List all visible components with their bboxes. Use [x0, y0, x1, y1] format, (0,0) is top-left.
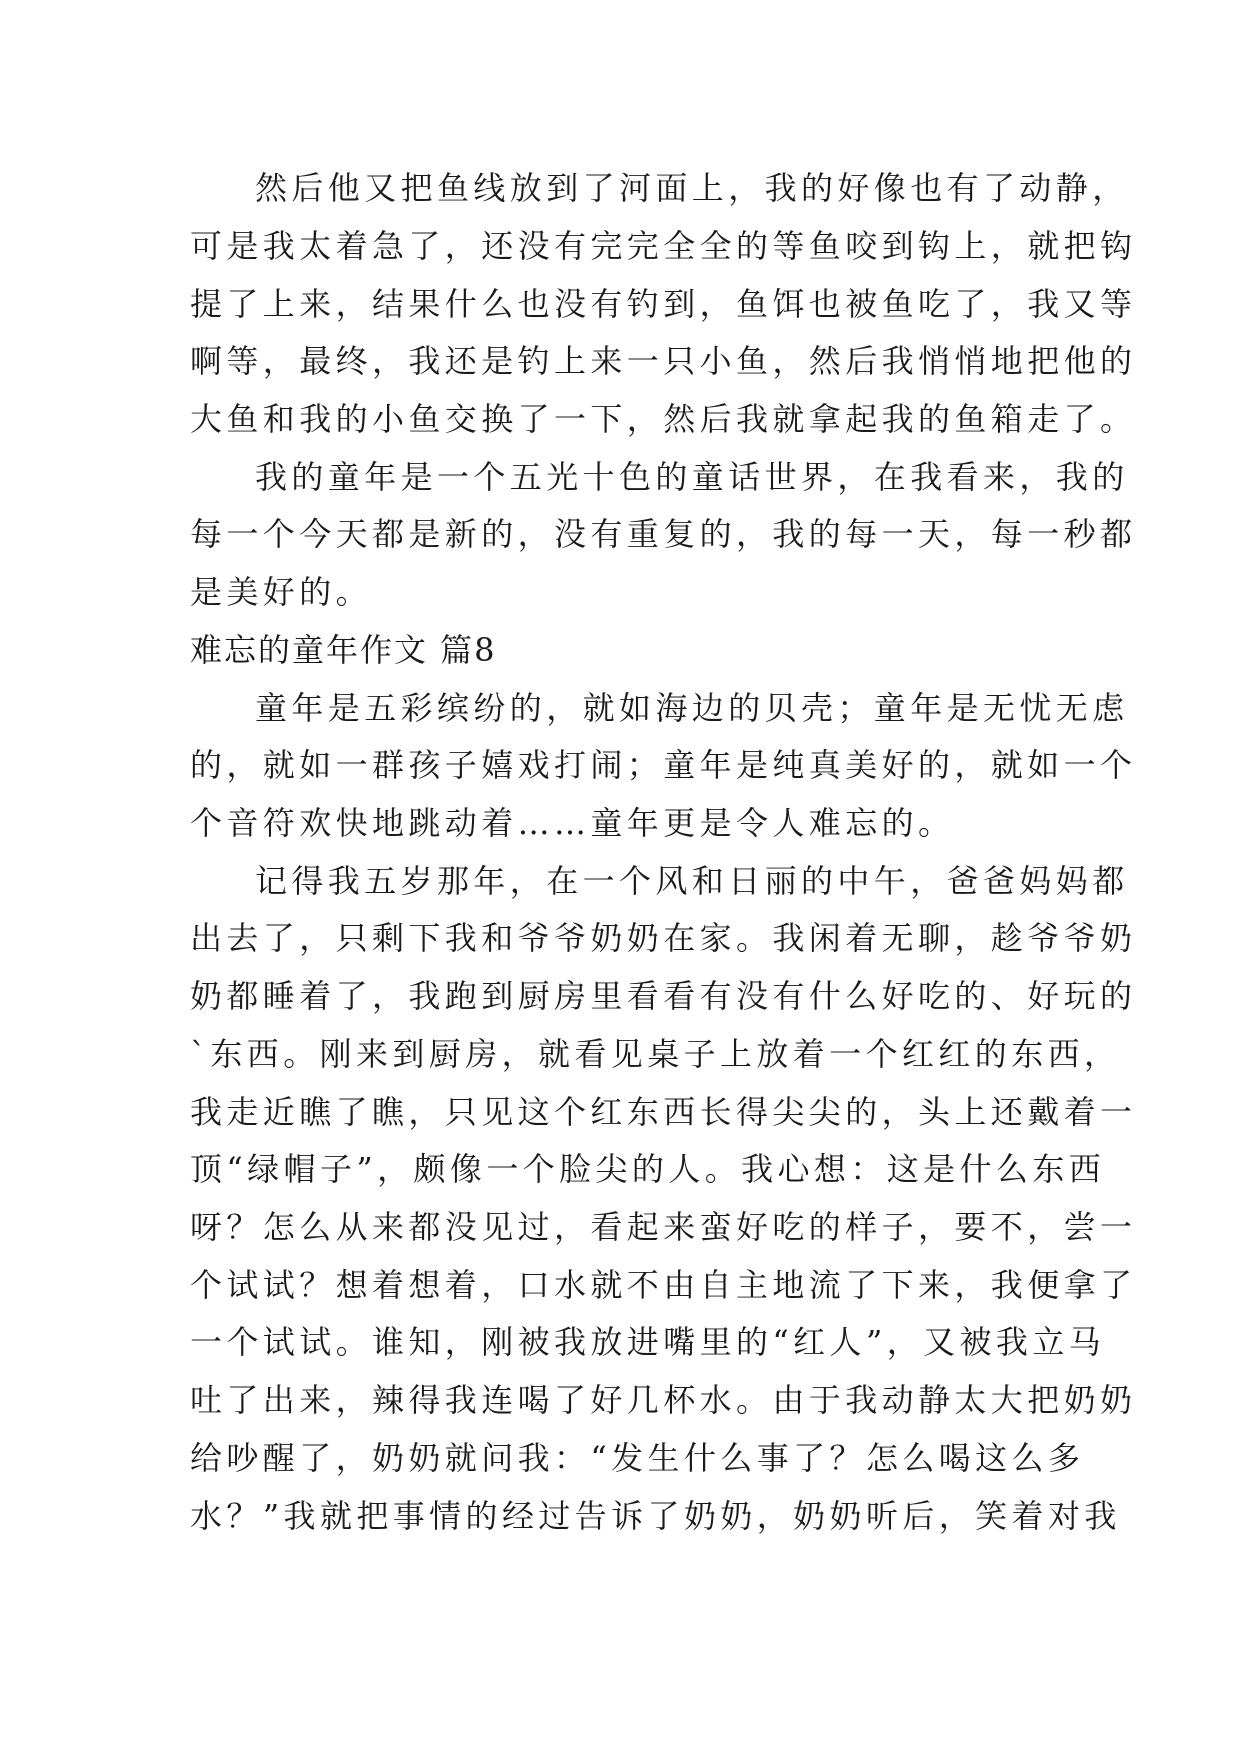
paragraph-line: 奶都睡着了，我跑到厨房里看看有没有什么好吃的、好玩的 [190, 977, 1137, 1015]
paragraph-line: 是美好的。 [190, 573, 373, 611]
paragraph-line: 然后他又把鱼线放到了河面上，我的好像也有了动静， [255, 169, 1129, 207]
paragraph-line: 出去了，只剩下我和爷爷奶奶在家。我闲着无聊，趁爷爷奶 [190, 919, 1137, 957]
paragraph-line: 呀？怎么从来都没见过，看起来蛮好吃的样子，要不，尝一 [190, 1208, 1137, 1246]
paragraph-line: 大鱼和我的小鱼交换了一下，然后我就拿起我的鱼箱走了。 [190, 400, 1137, 438]
paragraph-line: 我走近瞧了瞧，只见这个红东西长得尖尖的，头上还戴着一 [190, 1093, 1137, 1131]
paragraph-line: 每一个今天都是新的，没有重复的，我的每一天，每一秒都 [190, 515, 1137, 553]
paragraph-line: 给吵醒了，奶奶就问我：“发生什么事了？怎么喝这么多 [190, 1439, 1085, 1477]
paragraph-line: `东西。刚来到厨房，就看见桌子上放着一个红红的东西， [190, 1035, 1121, 1073]
paragraph-line: 个音符欢快地跳动着……童年更是令人难忘的。 [190, 804, 955, 842]
paragraph-line: 顶“绿帽子”，颇像一个脸尖的人。我心想：这是什么东西 [190, 1150, 1106, 1188]
paragraph-line: 水？”我就把事情的经过告诉了奶奶，奶奶听后，笑着对我 [190, 1497, 1121, 1535]
section-heading: 难忘的童年作文 篇8 [190, 631, 497, 669]
paragraph-line: 吐了出来，辣得我连喝了好几杯水。由于我动静太大把奶奶 [190, 1381, 1137, 1419]
paragraph-line: 啊等，最终，我还是钓上来一只小鱼，然后我悄悄地把他的 [190, 342, 1137, 380]
paragraph-line: 个试试？想着想着，口水就不由自主地流了下来，我便拿了 [190, 1266, 1137, 1304]
paragraph-line: 我的童年是一个五光十色的童话世界，在我看来，我的 [255, 458, 1129, 496]
paragraph-line: 记得我五岁那年，在一个风和日丽的中午，爸爸妈妈都 [255, 862, 1129, 900]
paragraph-line: 童年是五彩缤纷的，就如海边的贝壳；童年是无忧无虑 [255, 689, 1129, 727]
paragraph-line: 可是我太着急了，还没有完完全全的等鱼咬到钩上，就把钩 [190, 227, 1137, 265]
paragraph-line: 一个试试。谁知，刚被我放进嘴里的“红人”，又被我立马 [190, 1323, 1106, 1361]
paragraph-line: 的，就如一群孩子嬉戏打闹；童年是纯真美好的，就如一个 [190, 746, 1137, 784]
paragraph-line: 提了上来，结果什么也没有钓到，鱼饵也被鱼吃了，我又等 [190, 285, 1137, 323]
